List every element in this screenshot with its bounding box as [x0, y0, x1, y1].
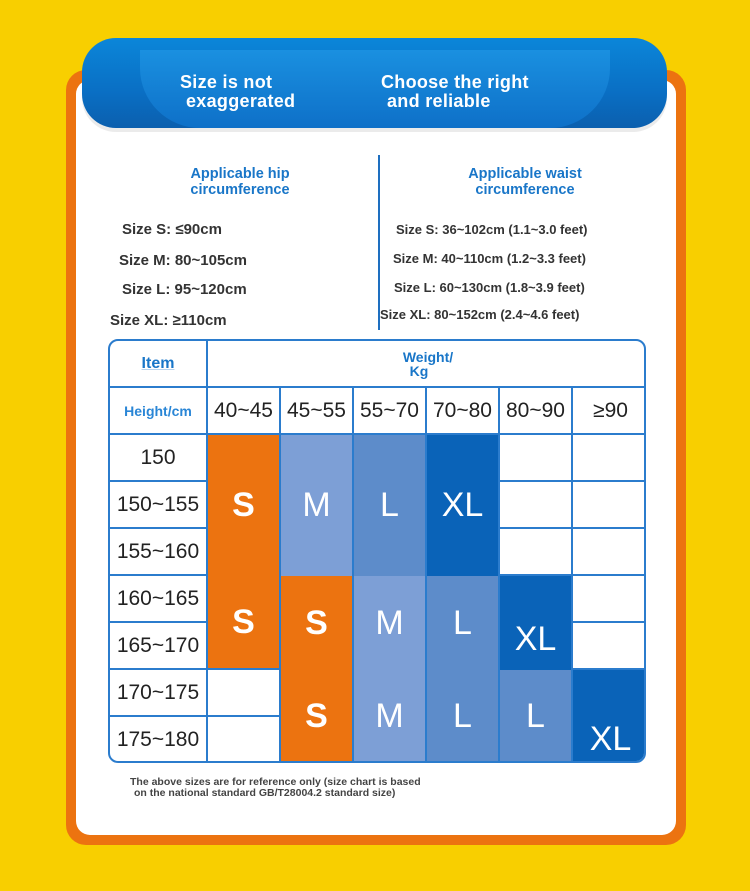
- hip-size-m: Size M: 80~105cm: [119, 252, 247, 269]
- empty-cell: [500, 529, 573, 576]
- hip-heading: [160, 166, 320, 198]
- waist-size-l: Size L: 60~130cm (1.8~3.9 feet): [394, 280, 585, 295]
- empty-cell: [208, 717, 281, 763]
- weight-col-1: 40~45: [208, 388, 281, 435]
- empty-cell: [573, 435, 646, 482]
- weight-header-line1: Weight/: [402, 348, 454, 365]
- height-row-3: 155~160: [110, 529, 208, 576]
- weight-col-6: ≥90: [573, 388, 646, 435]
- hip-heading-line2: circumference: [190, 182, 290, 198]
- banner-right-line1: Choose the right: [381, 72, 529, 92]
- reference-note-line2: on the national standard GB/T28004.2 standard size): [134, 787, 396, 799]
- empty-cell: [500, 482, 573, 529]
- size-block-s: S: [208, 435, 281, 576]
- height-row-1: 150: [110, 435, 208, 482]
- banner-left-line2: exaggerated: [186, 91, 296, 111]
- hip-size-xl: Size XL: ≥110cm: [110, 312, 227, 329]
- weight-col-5: 80~90: [500, 388, 573, 435]
- height-row-4: 160~165: [110, 576, 208, 623]
- reference-note: [130, 777, 550, 799]
- height-row-7: 175~180: [110, 717, 208, 763]
- size-block-l: L: [500, 670, 573, 763]
- size-block-l: L: [354, 435, 427, 576]
- waist-size-xl: Size XL: 80~152cm (2.4~4.6 feet): [380, 307, 580, 322]
- waist-size-m: Size M: 40~110cm (1.2~3.3 feet): [393, 251, 586, 266]
- weight-col-3: 55~70: [354, 388, 427, 435]
- waist-heading-line2: circumference: [475, 182, 575, 198]
- empty-cell: [573, 529, 646, 576]
- height-row-2: 150~155: [110, 482, 208, 529]
- size-block-l: L: [427, 670, 500, 763]
- size-block-m: M: [354, 576, 427, 670]
- height-row-5: 165~170: [110, 623, 208, 670]
- size-block-xl: XL: [427, 435, 500, 576]
- size-block-xl: XL: [573, 670, 646, 763]
- size-block-s: S: [281, 670, 354, 763]
- empty-cell: [500, 435, 573, 482]
- waist-heading-line1: Applicable waist: [468, 166, 582, 182]
- size-block-xl: XL: [500, 576, 573, 670]
- banner-left-line1: Size is not: [180, 72, 273, 92]
- size-block-s: S: [281, 576, 354, 670]
- weight-header-line2: Kg: [409, 362, 429, 379]
- empty-cell: [208, 670, 281, 717]
- hip-size-s: Size S: ≤90cm: [122, 221, 222, 238]
- empty-cell: [573, 623, 646, 670]
- waist-size-s: Size S: 36~102cm (1.1~3.0 feet): [396, 222, 588, 237]
- size-block-l: L: [427, 576, 500, 670]
- empty-cell: [573, 482, 646, 529]
- table-item-header: Item: [110, 341, 208, 388]
- table-height-header: Height/cm: [110, 388, 208, 435]
- hip-size-l: Size L: 95~120cm: [122, 281, 247, 298]
- size-block-m: M: [354, 670, 427, 763]
- banner-left-text: [180, 73, 295, 111]
- table-weight-header: [208, 341, 646, 388]
- weight-col-4: 70~80: [427, 388, 500, 435]
- size-block-s: S: [208, 576, 281, 670]
- size-table: [108, 339, 646, 763]
- reference-note-line1: The above sizes are for reference only (size chart is based: [130, 776, 421, 788]
- empty-cell: [573, 576, 646, 623]
- height-row-6: 170~175: [110, 670, 208, 717]
- banner-right-text: [381, 73, 529, 111]
- size-block-m: M: [281, 435, 354, 576]
- banner-right-line2: and reliable: [387, 91, 491, 111]
- hip-heading-line1: Applicable hip: [190, 166, 290, 182]
- waist-heading: [440, 166, 610, 198]
- column-divider: [378, 155, 380, 330]
- weight-col-2: 45~55: [281, 388, 354, 435]
